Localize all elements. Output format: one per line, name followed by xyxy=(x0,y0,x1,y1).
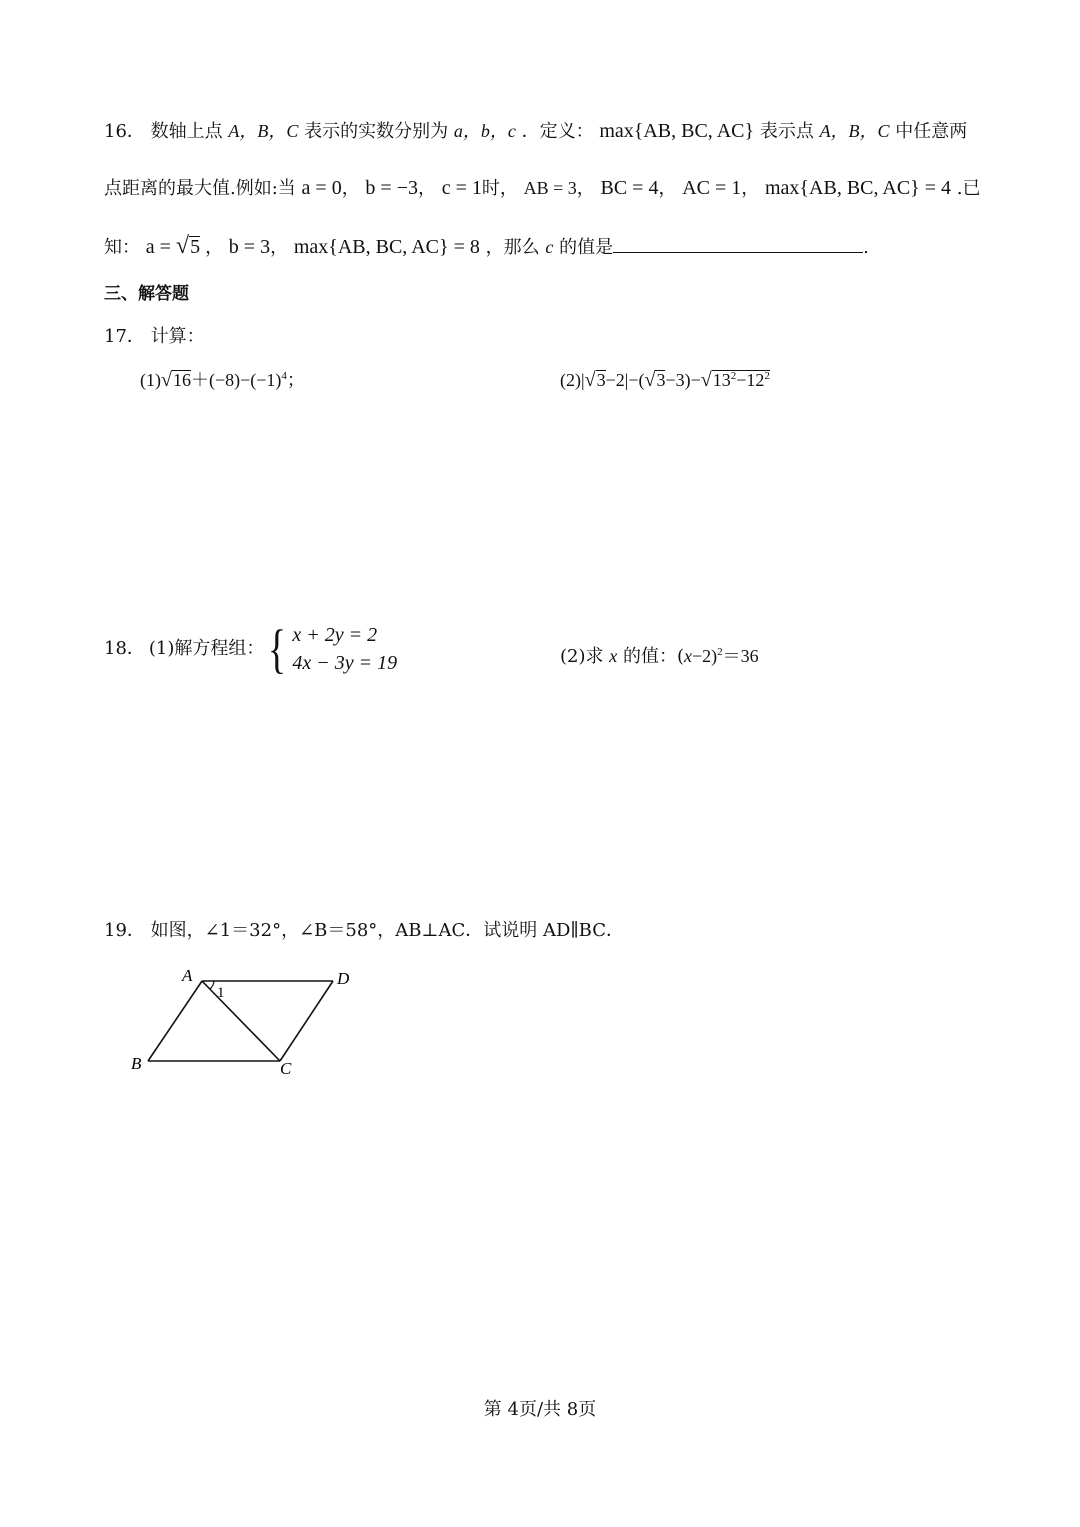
label-D: D xyxy=(337,969,350,988)
q18-part1-label: (1)解方程组： xyxy=(148,638,265,659)
q16-points-2: A，B，C xyxy=(819,121,890,141)
q18-part2-text-c: −2) xyxy=(692,646,718,666)
q18-part2-text-a: (2)求 xyxy=(560,646,604,667)
q17-part1-radicand: 16 xyxy=(172,370,191,390)
q16-max-definition: max{AB, BC, AC} xyxy=(599,120,755,142)
q16-l3-text-3: 的值是 xyxy=(559,237,614,258)
q17-part2-exp-2: 2 xyxy=(764,370,770,382)
q18-part2-text-b: 的值：( xyxy=(622,646,684,667)
q17-part2-base-12: −12 xyxy=(736,370,765,390)
q17-part1-label: (1) xyxy=(140,370,161,390)
q17-part2-label: (2)| xyxy=(560,370,585,390)
q16-sep: ， xyxy=(417,178,436,199)
q16-given-b: b = 3 xyxy=(228,236,271,258)
q16-given-max: max{AB, BC, AC} = 8 xyxy=(293,236,480,258)
q16-sep: ， xyxy=(658,178,677,199)
equation-2: 4x − 3y = 19 xyxy=(292,652,398,674)
q18-number: 18． xyxy=(104,638,145,659)
equation-list xyxy=(292,625,397,673)
q16-line2 xyxy=(104,178,981,198)
q16-text-5: 中任意两 xyxy=(895,121,968,142)
q19-text: 如图，∠1＝32°，∠B＝58°，AB⊥AC．试说明 AD∥BC． xyxy=(150,920,625,941)
q16-values: a，b，c xyxy=(453,121,516,141)
parallelogram-figure xyxy=(125,962,385,1082)
q16-given-a-radicand: 5 xyxy=(190,236,201,258)
label-A: A xyxy=(182,966,193,985)
q18-part2-var-x: x xyxy=(609,646,618,666)
q17-part2-radicand-2: 3 xyxy=(656,370,666,390)
q16-eq-c: c = 1 xyxy=(441,177,482,199)
q16-number: 16． xyxy=(104,121,145,142)
q17-part2-base-13: 13 xyxy=(712,370,731,390)
q16-l2-text-3: .已 xyxy=(956,178,981,199)
q17-part1 xyxy=(140,370,305,390)
q17-number: 17． xyxy=(104,326,145,347)
q17-part2 xyxy=(560,370,770,390)
q16-sep: ， xyxy=(205,237,224,258)
equation-1: x + 2y = 2 xyxy=(292,624,378,646)
label-C: C xyxy=(280,1059,292,1078)
page-footer: 第 4页/共 8页 xyxy=(483,1399,597,1420)
section-heading: 三、解答题 xyxy=(104,284,189,304)
q17-part2-expr-a: −2|−( xyxy=(605,370,645,390)
sqrt-symbol: √ xyxy=(644,369,656,391)
q18-part1 xyxy=(104,619,398,679)
q16-eq-a: a = 0 xyxy=(301,177,342,199)
q16-text-2: 表示的实数分别为 xyxy=(304,121,449,142)
segment-cd xyxy=(280,981,333,1061)
q16-sep: ， xyxy=(576,178,595,199)
segment-ac xyxy=(202,981,280,1061)
q16-points: A，B，C xyxy=(228,121,299,141)
q16-text-1: 数轴上点 xyxy=(150,121,223,142)
angle-1-arc xyxy=(210,981,214,989)
q16-eq-b: b = −3 xyxy=(365,177,418,199)
angle-1-label: 1 xyxy=(217,985,225,1001)
q16-answer-blank[interactable] xyxy=(613,234,863,253)
q17-heading xyxy=(104,328,205,346)
q16-text-3: ．定义： xyxy=(521,121,594,142)
q16-eq-bc: BC = 4 xyxy=(600,177,659,199)
q17-title: 计算： xyxy=(150,326,205,347)
q17-part1-end: ； xyxy=(286,370,305,390)
q16-eq-ab: AB = 3 xyxy=(523,178,577,198)
q16-sep: ， xyxy=(270,237,289,258)
q16-given-a xyxy=(145,233,205,259)
q18-part2-text-d: ＝36 xyxy=(722,646,759,666)
q17-part2-exp-1: 2 xyxy=(730,370,737,382)
q16-l2-text-1: 点距离的最大值.例如:当 xyxy=(104,178,296,199)
q18-part2-exponent: 2 xyxy=(717,646,723,658)
q16-text-4: 表示点 xyxy=(759,121,814,142)
q18-part2 xyxy=(560,647,759,666)
q17-part1-exponent: 4 xyxy=(281,370,287,382)
q17-part2-radicand-3 xyxy=(712,370,770,390)
q16-sep: ， xyxy=(741,178,760,199)
q16-eq-max: max{AB, BC, AC} = 4 xyxy=(765,177,952,199)
q17-part1-expression: ＋(−8)−(−1) xyxy=(190,370,282,390)
q19-text-line xyxy=(104,922,624,940)
q16-line1 xyxy=(104,121,967,141)
equation-system xyxy=(264,619,398,679)
q16-period: . xyxy=(863,237,869,258)
sqrt-symbol: √ xyxy=(161,369,172,391)
label-B: B xyxy=(131,1054,142,1073)
sqrt-symbol: √ xyxy=(175,233,190,259)
sqrt-symbol: √ xyxy=(584,369,596,391)
q16-eq-ac: AC = 1 xyxy=(682,177,742,199)
q16-l3-text-2: ，那么 xyxy=(485,237,540,258)
q16-sep: ， xyxy=(341,178,360,199)
q18-part2-var-x2: x xyxy=(684,646,692,666)
q16-l3-text-1: 知： xyxy=(104,237,140,258)
q17-part2-expr-b: −3)− xyxy=(665,370,701,390)
q19-number: 19． xyxy=(104,920,145,941)
q16-given-a-lhs: a = xyxy=(145,236,171,258)
sqrt-symbol: √ xyxy=(700,369,712,391)
segment-ab xyxy=(148,981,202,1061)
q17-part2-radicand-1: 3 xyxy=(596,370,606,390)
left-brace-icon: { xyxy=(268,619,287,679)
q16-l2-text-2: 时， xyxy=(481,178,518,199)
q16-line3 xyxy=(104,234,869,258)
q16-var-c: c xyxy=(545,237,554,257)
